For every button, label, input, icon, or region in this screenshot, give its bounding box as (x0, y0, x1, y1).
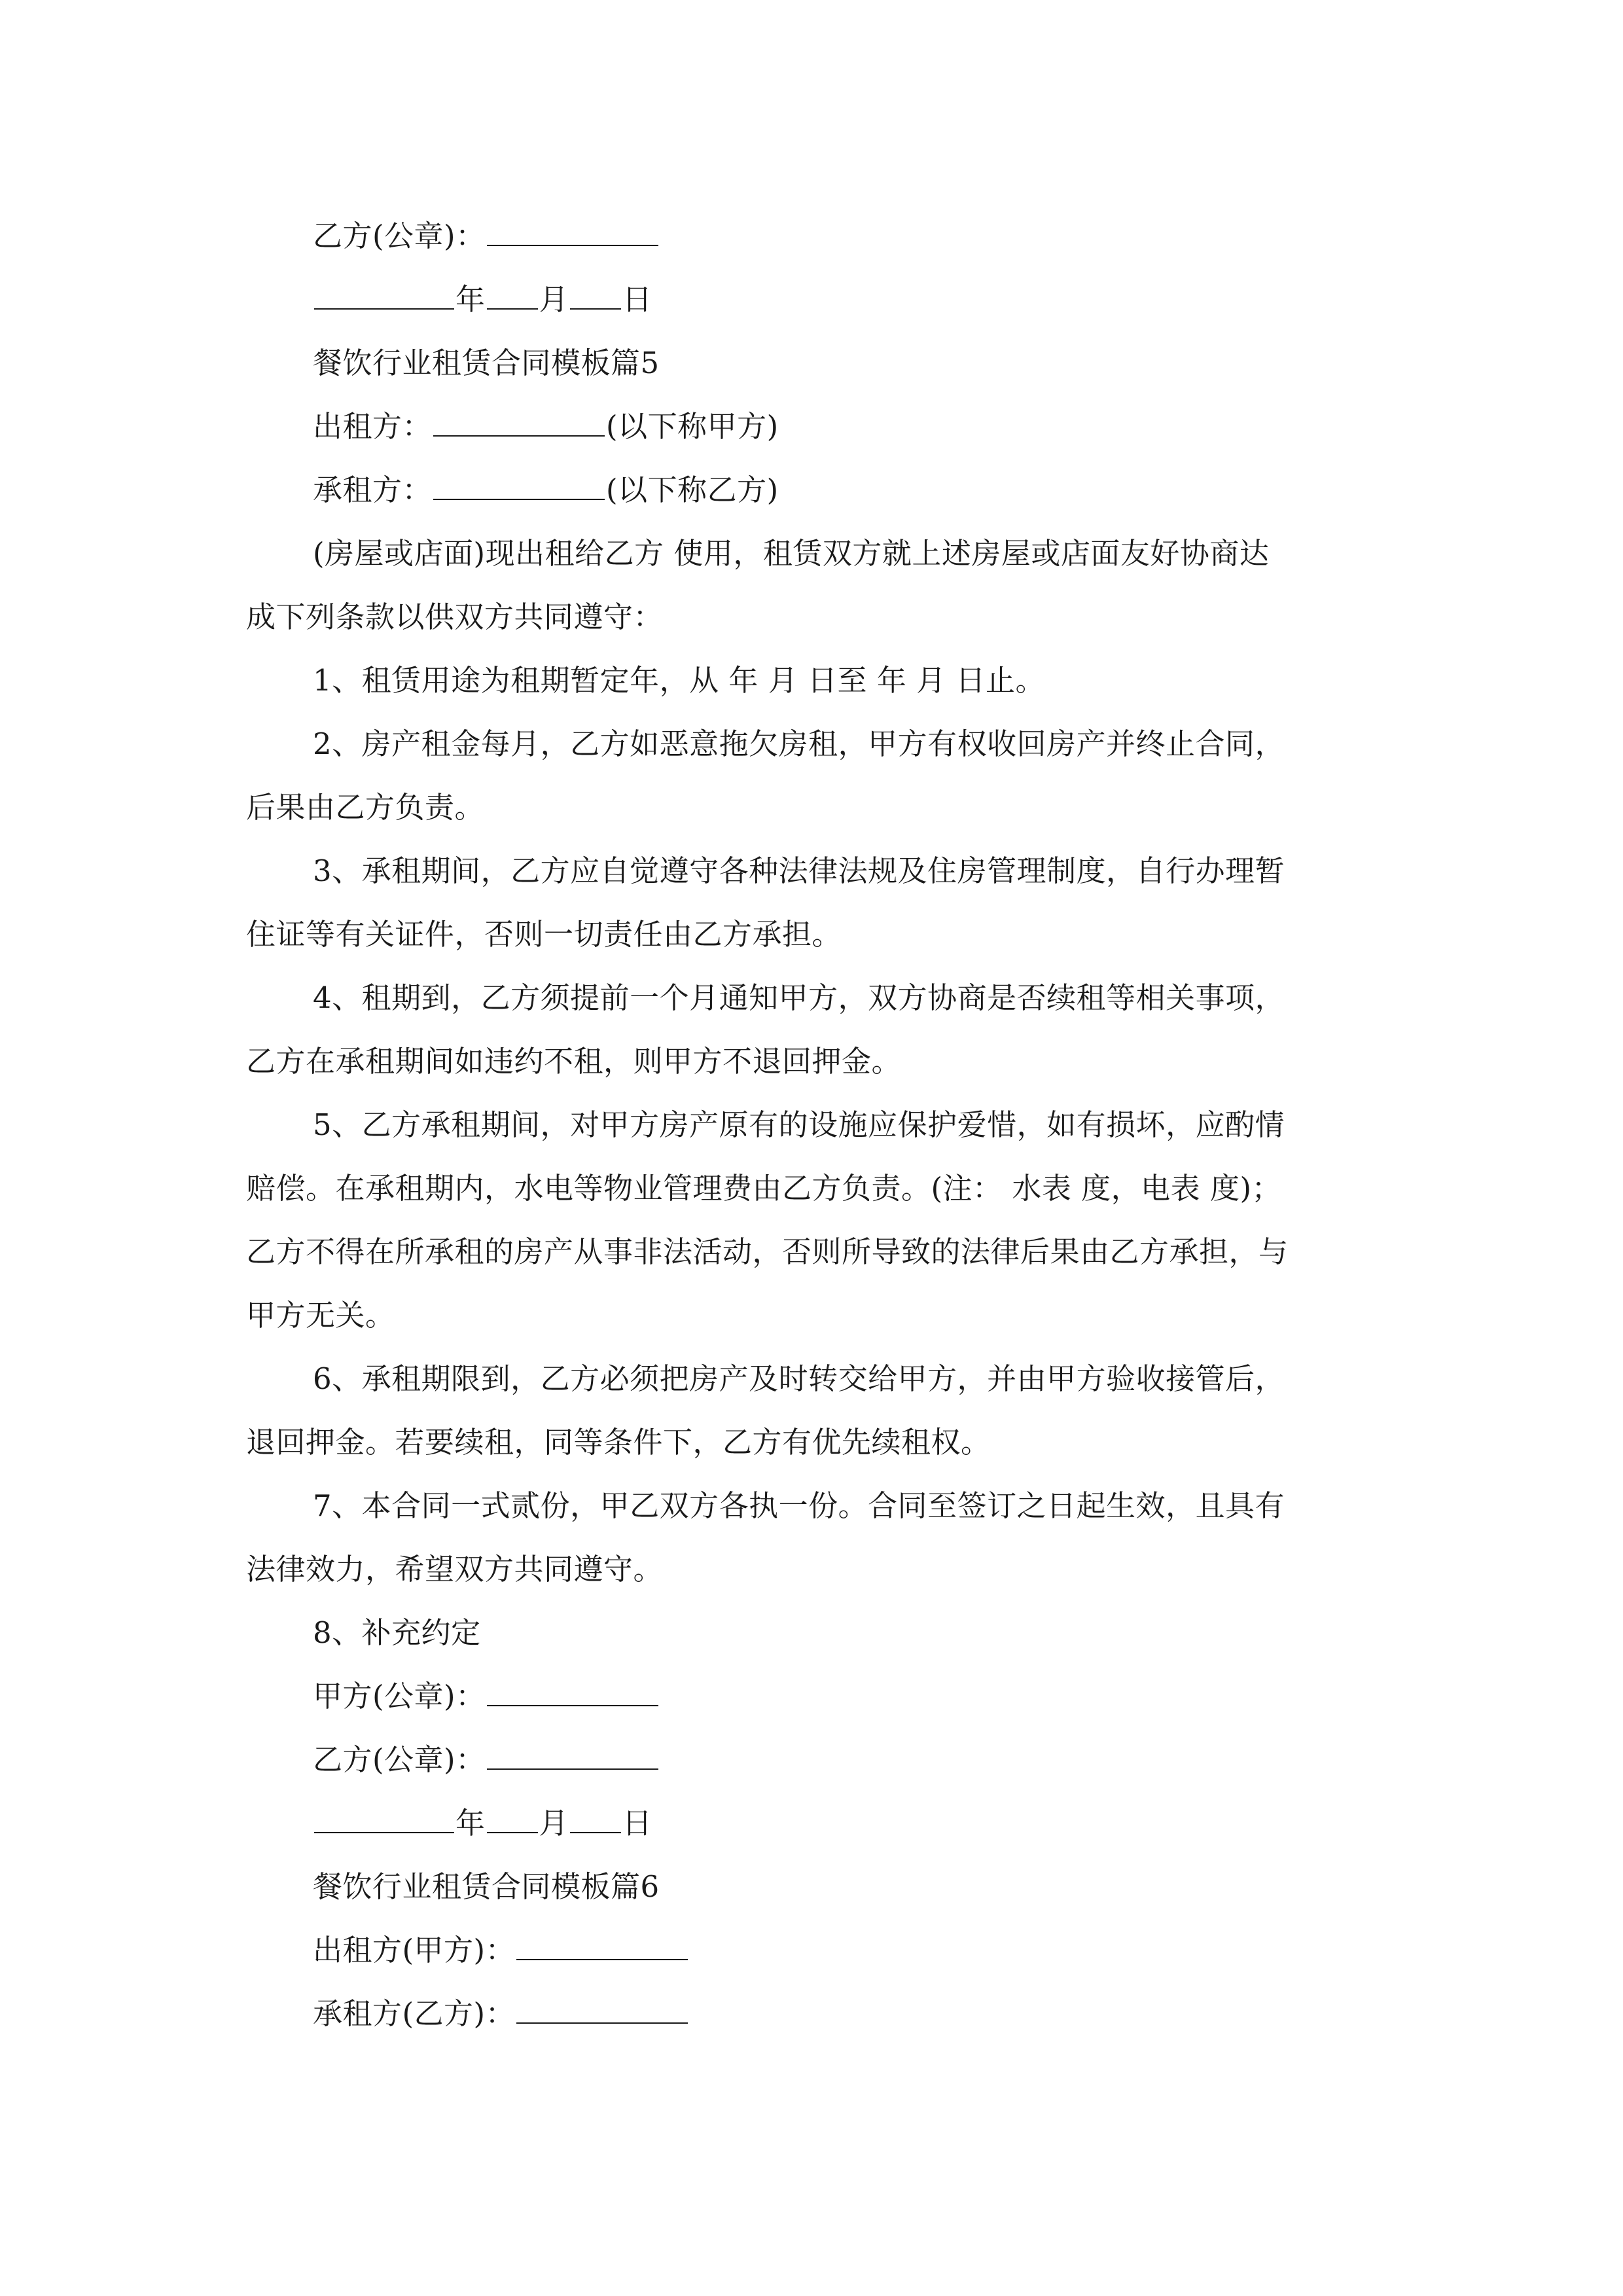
section-title: 餐饮行业租赁合同模板篇6 (313, 1869, 660, 1904)
month-label: 月 (539, 282, 569, 317)
party-a-seal-label: 甲方(公章)： (313, 1679, 486, 1713)
clause-5-line-1: 5、乙方承租期间，对甲方房产原有的设施应保护爱惜，如有损坏，应酌情 (313, 1107, 1285, 1142)
day-blank (570, 286, 621, 310)
document-page (246, 204, 1378, 2045)
clause-6-line-2: 退回押金。若要续租，同等条件下，乙方有优先续租权。 (246, 1425, 991, 1460)
party-b-seal-line (246, 1728, 1378, 1791)
lessee-line (246, 1982, 1378, 2045)
year-label: 年 (455, 1806, 486, 1840)
lessor-line (246, 1918, 1378, 1982)
lessor-label: 出租方： (313, 409, 433, 444)
month-label: 月 (539, 1806, 569, 1840)
year-blank (314, 286, 454, 310)
signature-blank (487, 1683, 658, 1706)
date-line (246, 268, 1378, 331)
party-a-seal-line (246, 1664, 1378, 1728)
clause-3-line-2: 住证等有关证件，否则一切责任由乙方承担。 (246, 917, 842, 952)
clause-3-line-1: 3、承租期间，乙方应自觉遵守各种法律法规及住房管理制度，自行办理暂 (313, 853, 1285, 888)
lessee-line (246, 458, 1378, 522)
lessor-blank (516, 1937, 688, 1960)
clause-7-line-2: 法律效力，希望双方共同遵守。 (246, 1552, 664, 1587)
clause-4-line-1: 4、租期到，乙方须提前一个月通知甲方，双方协商是否续租等相关事项， (313, 980, 1285, 1015)
month-blank (487, 286, 538, 310)
clause-7-line-1: 7、本合同一式贰份，甲乙双方各执一份。合同至签订之日起生效，且具有 (313, 1488, 1285, 1523)
day-label: 日 (622, 1806, 652, 1840)
lessee-suffix: (以下称乙方) (606, 473, 779, 507)
party-b-seal-label: 乙方(公章)： (313, 219, 486, 253)
lessor-suffix: (以下称甲方) (606, 409, 779, 444)
day-label: 日 (622, 282, 652, 317)
date-line (246, 1791, 1378, 1855)
lessee-label: 承租方： (313, 473, 433, 507)
section-title: 餐饮行业租赁合同模板篇5 (313, 346, 660, 380)
intro-line-2: 成下列条款以供双方共同遵守： (246, 600, 664, 634)
lessor-line (246, 395, 1378, 458)
clause-6-line-1: 6、承租期限到，乙方必须把房产及时转交给甲方，并由甲方验收接管后， (313, 1361, 1285, 1396)
year-label: 年 (455, 282, 486, 317)
clause-1: 1、租赁用途为租期暂定年，从 年 月 日至 年 月 日止。 (313, 663, 1045, 698)
clause-8: 8、补充约定 (313, 1615, 481, 1650)
month-blank (487, 1810, 538, 1833)
clause-5-line-4: 甲方无关。 (246, 1298, 395, 1333)
clause-2-line-2: 后果由乙方负责。 (246, 790, 485, 825)
signature-blank (487, 1746, 658, 1770)
lessee-label: 承租方(乙方)： (313, 1996, 516, 2031)
day-blank (570, 1810, 621, 1833)
intro-line-1: (房屋或店面)现出租给乙方 使用，租赁双方就上述房屋或店面友好协商达 (313, 536, 1270, 571)
party-b-seal-line (246, 204, 1378, 268)
lessor-blank (433, 413, 605, 437)
clause-2-line-1: 2、房产租金每月，乙方如恶意拖欠房租，甲方有权收回房产并终止合同， (313, 726, 1285, 761)
clause-5-line-2: 赔偿。在承租期内，水电等物业管理费由乙方负责。(注： 水表 度，电表 度)； (246, 1171, 1282, 1206)
clause-4-line-2: 乙方在承租期间如违约不租，则甲方不退回押金。 (246, 1044, 902, 1079)
clause-5-line-3: 乙方不得在所承租的房产从事非法活动，否则所导致的法律后果由乙方承担，与 (246, 1234, 1289, 1269)
party-b-seal-label: 乙方(公章)： (313, 1742, 486, 1777)
year-blank (314, 1810, 454, 1833)
lessee-blank (516, 2000, 688, 2024)
signature-blank (487, 223, 658, 246)
lessor-label: 出租方(甲方)： (313, 1933, 516, 1967)
lessee-blank (433, 476, 605, 500)
